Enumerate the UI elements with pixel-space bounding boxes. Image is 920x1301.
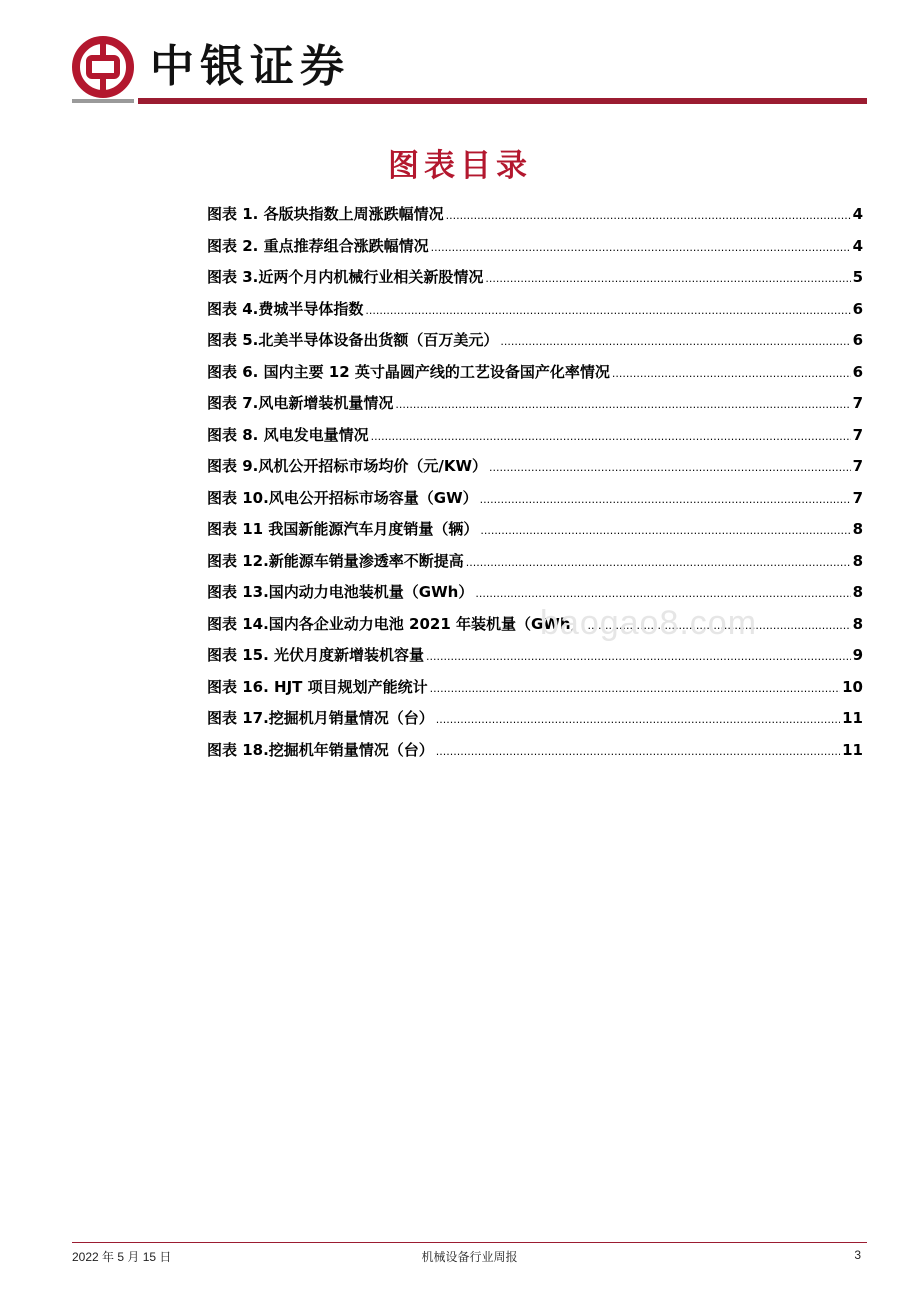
toc-dot-leader bbox=[480, 484, 851, 514]
toc-entry-label[interactable]: 图表 6. 国内主要 12 英寸晶圆产线的工艺设备国产化率情况 bbox=[207, 362, 610, 381]
toc-dot-leader bbox=[371, 421, 851, 451]
toc-entry-label[interactable]: 图表 15. 光伏月度新增装机容量 bbox=[207, 646, 425, 664]
toc-entry[interactable] bbox=[207, 263, 863, 295]
toc-entry-label[interactable]: 图表 14.国内各企业动力电池 2021 年装机量（GWh） bbox=[207, 614, 586, 633]
toc-entry[interactable] bbox=[207, 673, 863, 705]
toc-entry-page: 11 bbox=[842, 740, 863, 759]
toc-entry-page: 8 bbox=[852, 520, 863, 538]
report-header bbox=[72, 30, 867, 106]
toc-dot-leader bbox=[489, 452, 851, 482]
toc-entry-label[interactable]: 图表 4.费城半导体指数 bbox=[207, 299, 364, 318]
toc-dot-leader bbox=[431, 232, 851, 262]
toc-title: 图表目录 bbox=[388, 148, 532, 184]
toc-entry[interactable] bbox=[207, 736, 863, 768]
toc-entry-page: 5 bbox=[852, 268, 863, 286]
page-number: 3 bbox=[854, 1248, 861, 1262]
toc-dot-leader bbox=[436, 736, 840, 766]
footer-divider bbox=[72, 1242, 867, 1243]
toc-entry-label[interactable]: 图表 16. HJT 项目规划产能统计 bbox=[207, 677, 428, 696]
toc-entry-page: 6 bbox=[852, 299, 863, 318]
toc-dot-leader bbox=[500, 326, 850, 356]
toc-entry[interactable] bbox=[207, 295, 863, 327]
report-date: 2022 年 5 月 15 日 bbox=[72, 1250, 172, 1264]
header-divider bbox=[72, 98, 867, 104]
toc-entry-label[interactable]: 图表 5.北美半导体设备出货额（百万美元） bbox=[207, 331, 499, 349]
toc-entry[interactable] bbox=[207, 200, 863, 232]
toc-entry-label[interactable]: 图表 17.挖掘机月销量情况（台） bbox=[207, 709, 434, 727]
toc-entry[interactable] bbox=[207, 389, 863, 421]
watermark: baogao8.com bbox=[540, 604, 758, 642]
toc-dot-leader bbox=[430, 673, 841, 703]
toc-entry-page: 7 bbox=[852, 425, 863, 444]
toc-entry-label[interactable]: 图表 9.风机公开招标市场均价（元/KW） bbox=[207, 457, 488, 475]
toc-entry-label[interactable]: 图表 7.风电新增装机量情况 bbox=[207, 394, 394, 412]
toc-entry[interactable] bbox=[207, 421, 863, 453]
toc-entry-label[interactable]: 图表 2. 重点推荐组合涨跌幅情况 bbox=[207, 236, 429, 255]
toc-entry-label[interactable]: 图表 8. 风电发电量情况 bbox=[207, 425, 369, 444]
toc-entry-page: 7 bbox=[852, 488, 863, 507]
toc-list bbox=[207, 200, 863, 767]
toc-entry[interactable] bbox=[207, 515, 863, 547]
toc-entry[interactable] bbox=[207, 610, 863, 642]
toc-entry-label[interactable]: 图表 13.国内动力电池装机量（GWh） bbox=[207, 583, 474, 601]
company-name: 中银证券 bbox=[150, 41, 350, 92]
toc-entry[interactable] bbox=[207, 641, 863, 673]
report-footer bbox=[72, 1248, 867, 1268]
toc-entry[interactable] bbox=[207, 358, 863, 390]
toc-entry[interactable] bbox=[207, 326, 863, 358]
toc-dot-leader bbox=[436, 704, 840, 734]
toc-entry[interactable] bbox=[207, 484, 863, 516]
toc-entry-page: 11 bbox=[842, 709, 863, 727]
toc-entry-label[interactable]: 图表 18.挖掘机年销量情况（台） bbox=[207, 740, 434, 759]
toc-entry-label[interactable]: 图表 12.新能源车销量渗透率不断提高 bbox=[207, 551, 464, 570]
toc-entry[interactable] bbox=[207, 452, 863, 484]
bank-of-china-logo-icon bbox=[72, 36, 134, 98]
toc-entry-label[interactable]: 图表 11 我国新能源汽车月度销量（辆） bbox=[207, 520, 479, 538]
toc-dot-leader bbox=[446, 200, 851, 230]
toc-entry-page: 9 bbox=[852, 646, 863, 664]
report-type: 机械设备行业周报 bbox=[421, 1250, 518, 1264]
toc-dot-leader bbox=[485, 263, 850, 293]
toc-dot-leader bbox=[466, 547, 851, 577]
toc-dot-leader bbox=[365, 295, 850, 325]
toc-entry-page: 6 bbox=[852, 362, 863, 381]
toc-entry-label[interactable]: 图表 1. 各版块指数上周涨跌幅情况 bbox=[207, 205, 444, 223]
toc-entry-page: 8 bbox=[852, 614, 863, 633]
toc-dot-leader bbox=[426, 641, 851, 671]
toc-entry[interactable] bbox=[207, 704, 863, 736]
toc-entry-label[interactable]: 图表 3.近两个月内机械行业相关新股情况 bbox=[207, 268, 484, 286]
toc-entry-page: 6 bbox=[852, 331, 863, 349]
toc-entry-page: 8 bbox=[852, 551, 863, 570]
toc-dot-leader bbox=[480, 515, 850, 545]
toc-entry-page: 4 bbox=[852, 236, 863, 255]
toc-entry-page: 8 bbox=[852, 583, 863, 601]
toc-entry[interactable] bbox=[207, 547, 863, 579]
toc-entry-page: 7 bbox=[852, 394, 863, 412]
toc-dot-leader bbox=[612, 358, 851, 388]
toc-entry[interactable] bbox=[207, 232, 863, 264]
toc-entry-page: 7 bbox=[852, 457, 863, 475]
toc-dot-leader bbox=[395, 389, 850, 419]
toc-entry-page: 4 bbox=[852, 205, 863, 223]
toc-entry[interactable] bbox=[207, 578, 863, 610]
toc-entry-page: 10 bbox=[842, 677, 863, 696]
toc-entry-label[interactable]: 图表 10.风电公开招标市场容量（GW） bbox=[207, 488, 478, 507]
